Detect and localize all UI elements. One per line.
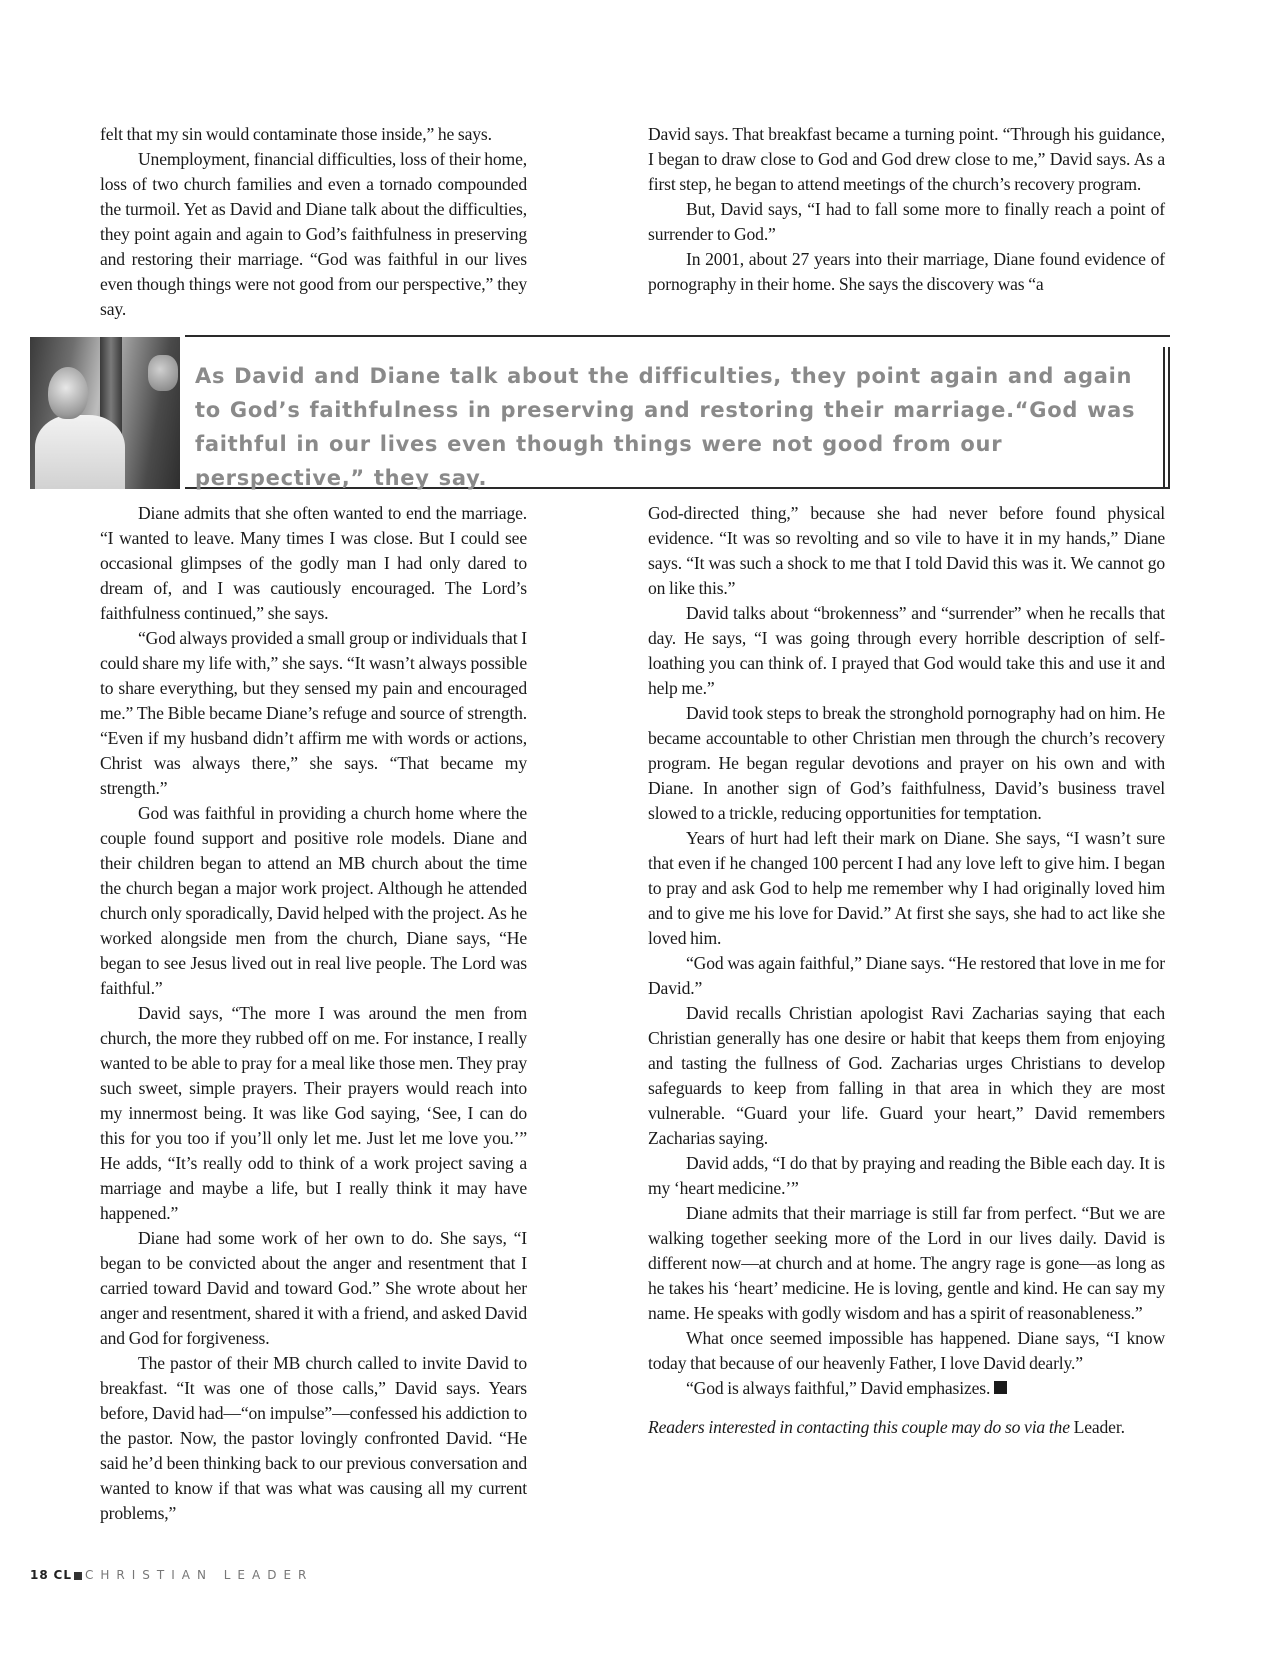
magazine-name: CHRISTIAN LEADER xyxy=(84,1568,314,1582)
paragraph: Unemployment, financial difficulties, loss of their home, loss of two church families and even a tornado compounded the turmoil. Yet as David and Diane talk about the difficulties, they point again and again to God’s faithfulness in preserving and restoring their marriage. “God was faithful in our lives even though things were not good from our perspective,” they say. xyxy=(100,149,527,319)
couple-photo xyxy=(30,337,180,489)
paragraph: David says. That breakfast became a turning point. “Through his guidance, I began to draw close to God and God drew close to me,” David says. As a first step, he began to attend meetings of the church’s recovery program. xyxy=(648,124,1165,194)
paragraph: What once seemed impossible has happened. Diane says, “I know today that because of our heavenly Father, I love David dearly.” xyxy=(648,1328,1165,1373)
end-mark-icon xyxy=(994,1381,1007,1394)
paragraph: Years of hurt had left their mark on Diane. She says, “I wasn’t sure that even if he changed 100 percent I had any love left to give him. I began to pray and ask God to help me remember why I had originally loved him and to give me his love for David.” At first she says, she had to act like she loved him. xyxy=(648,828,1165,948)
paragraph: “God was again faithful,” Diane says. “He restored that love in me for David.” xyxy=(648,953,1165,998)
paragraph: David says, “The more I was around the men from church, the more they rubbed off on me. For instance, I really wanted to be able to pray for a meal like those men. They pray such sweet, simple prayers. Their prayers would reach into my innermost being. It was like God saying, ‘See, I can do this for you too if you’ll only let me. Just let me love you.’” He adds, “It’s really odd to think of a work project saving a marriage and maybe a life, but I really think it may have happened.” xyxy=(100,1003,527,1223)
page-number: 18 xyxy=(30,1568,49,1582)
pull-quote-text: As David and Diane talk about the difficulties, they point again and again to God’s faithfulness in preserving and restoring their marriage.“God was faithful in our lives even though things were not good from our perspective,” they say. xyxy=(195,364,1136,490)
magazine-abbr: CL xyxy=(53,1568,72,1582)
pull-quote-box xyxy=(30,335,1170,489)
contact-note-leader: Leader. xyxy=(1073,1417,1125,1437)
paragraph: The pastor of their MB church called to invite David to breakfast. “It was one of those calls,” David says. Years before, David had—“on impulse”—confessed his addiction to the pastor. Now, the pastor lovingly confronted David. “He said he’d been thinking back to our previous conversation and wanted to know if that was what was causing all my current problems,” xyxy=(100,1353,527,1523)
paragraph: David recalls Christian apologist Ravi Zacharias saying that each Christian generally has one desire or habit that keeps them from enjoying and tasting the fullness of God. Zacharias urges Christians to develop safeguards to keep from falling in that area in which they are most vulnerable. “Guard your life. Guard your heart,” David remembers Zacharias saying. xyxy=(648,1003,1165,1148)
final-quote: “God is always faithful,” David emphasizes. xyxy=(686,1378,991,1398)
paragraph: Diane admits that their marriage is still far from perfect. “But we are walking together seeking more of the Lord in our lives daily. David is different now—at church and at home. The angry rage is gone—as long as he takes his ‘heart’ medicine. He is loving, gentle and kind. He can say my name. He speaks with godly wisdom and has a spirit of reasonableness.” xyxy=(648,1203,1165,1323)
pull-quote-side-bar xyxy=(1163,347,1170,489)
contact-note xyxy=(648,1415,1165,1440)
paragraph: David talks about “brokenness” and “surrender” when he recalls that day. He says, “I was going through every horrible description of self-loathing you can think of. I prayed that God would take this and use it and help me.” xyxy=(648,603,1165,698)
paragraph: Diane had some work of her own to do. She says, “I began to be convicted about the anger and resentment that I carried toward David and toward God.” She wrote about her anger and resentment, shared it with a friend, and asked David and God for forgiveness. xyxy=(100,1228,527,1348)
paragraph: felt that my sin would contaminate those inside,” he says. xyxy=(100,124,492,144)
photo-figure-body xyxy=(35,415,125,489)
paragraph: But, David says, “I had to fall some more to finally reach a point of surrender to God.” xyxy=(648,199,1165,244)
paragraph: David adds, “I do that by praying and reading the Bible each day. It is my ‘heart medicine.’” xyxy=(648,1153,1165,1198)
square-bullet-icon xyxy=(74,1572,82,1580)
paragraph: God was faithful in providing a church home where the couple found support and positive role models. Diane and their children began to attend an MB church about the time the church began a major work project. Although he attended church only sporadically, David helped with the project. As he worked alongside men from the church, Diane says, “He began to see Jesus lived out in real live people. The Lord was faithful.” xyxy=(100,803,527,998)
bottom-left-column xyxy=(100,501,527,1526)
pull-quote-top-rule xyxy=(185,335,1170,337)
paragraph: Diane admits that she often wanted to end the marriage. “I wanted to leave. Many times I was close. But I could see occasional glimpses of the godly man I had only dared to dream of, and I was cautiously encouraged. The Lord’s faithfulness continued,” she says. xyxy=(100,503,527,623)
top-right-column xyxy=(648,122,1165,297)
paragraph: “God always provided a small group or individuals that I could share my life with,” she says. “It wasn’t always possible to share everything, but they sensed my pain and encouraged me.” The Bible became Diane’s refuge and source of strength. “Even if my husband didn’t affirm me with words or actions, Christ was always there,” she says. “That became my strength.” xyxy=(100,628,527,798)
paragraph: In 2001, about 27 years into their marriage, Diane found evidence of pornography in their home. She says the discovery was “a xyxy=(648,249,1165,294)
final-paragraph xyxy=(648,1376,1165,1401)
contact-note-italic: Readers interested in contacting this couple may do so via the xyxy=(648,1417,1070,1437)
page-footer xyxy=(30,1568,313,1582)
top-left-column xyxy=(100,122,527,322)
photo-figure-head xyxy=(48,367,88,419)
paragraph: David took steps to break the stronghold pornography had on him. He became accountable to other Christian men through the church’s recovery program. He began regular devotions and prayer on his own and with Diane. In another sign of God’s faithfulness, David’s business travel slowed to a trickle, reducing opportunities for temptation. xyxy=(648,703,1165,823)
bottom-right-column xyxy=(648,501,1165,1440)
paragraph: God-directed thing,” because she had never before found physical evidence. “It was so revolting and so vile to have it in my hands,” Diane says. “It was such a shock to me that I told David this was it. We cannot go on like this.” xyxy=(648,503,1165,598)
photo-figure-hand xyxy=(148,355,178,391)
